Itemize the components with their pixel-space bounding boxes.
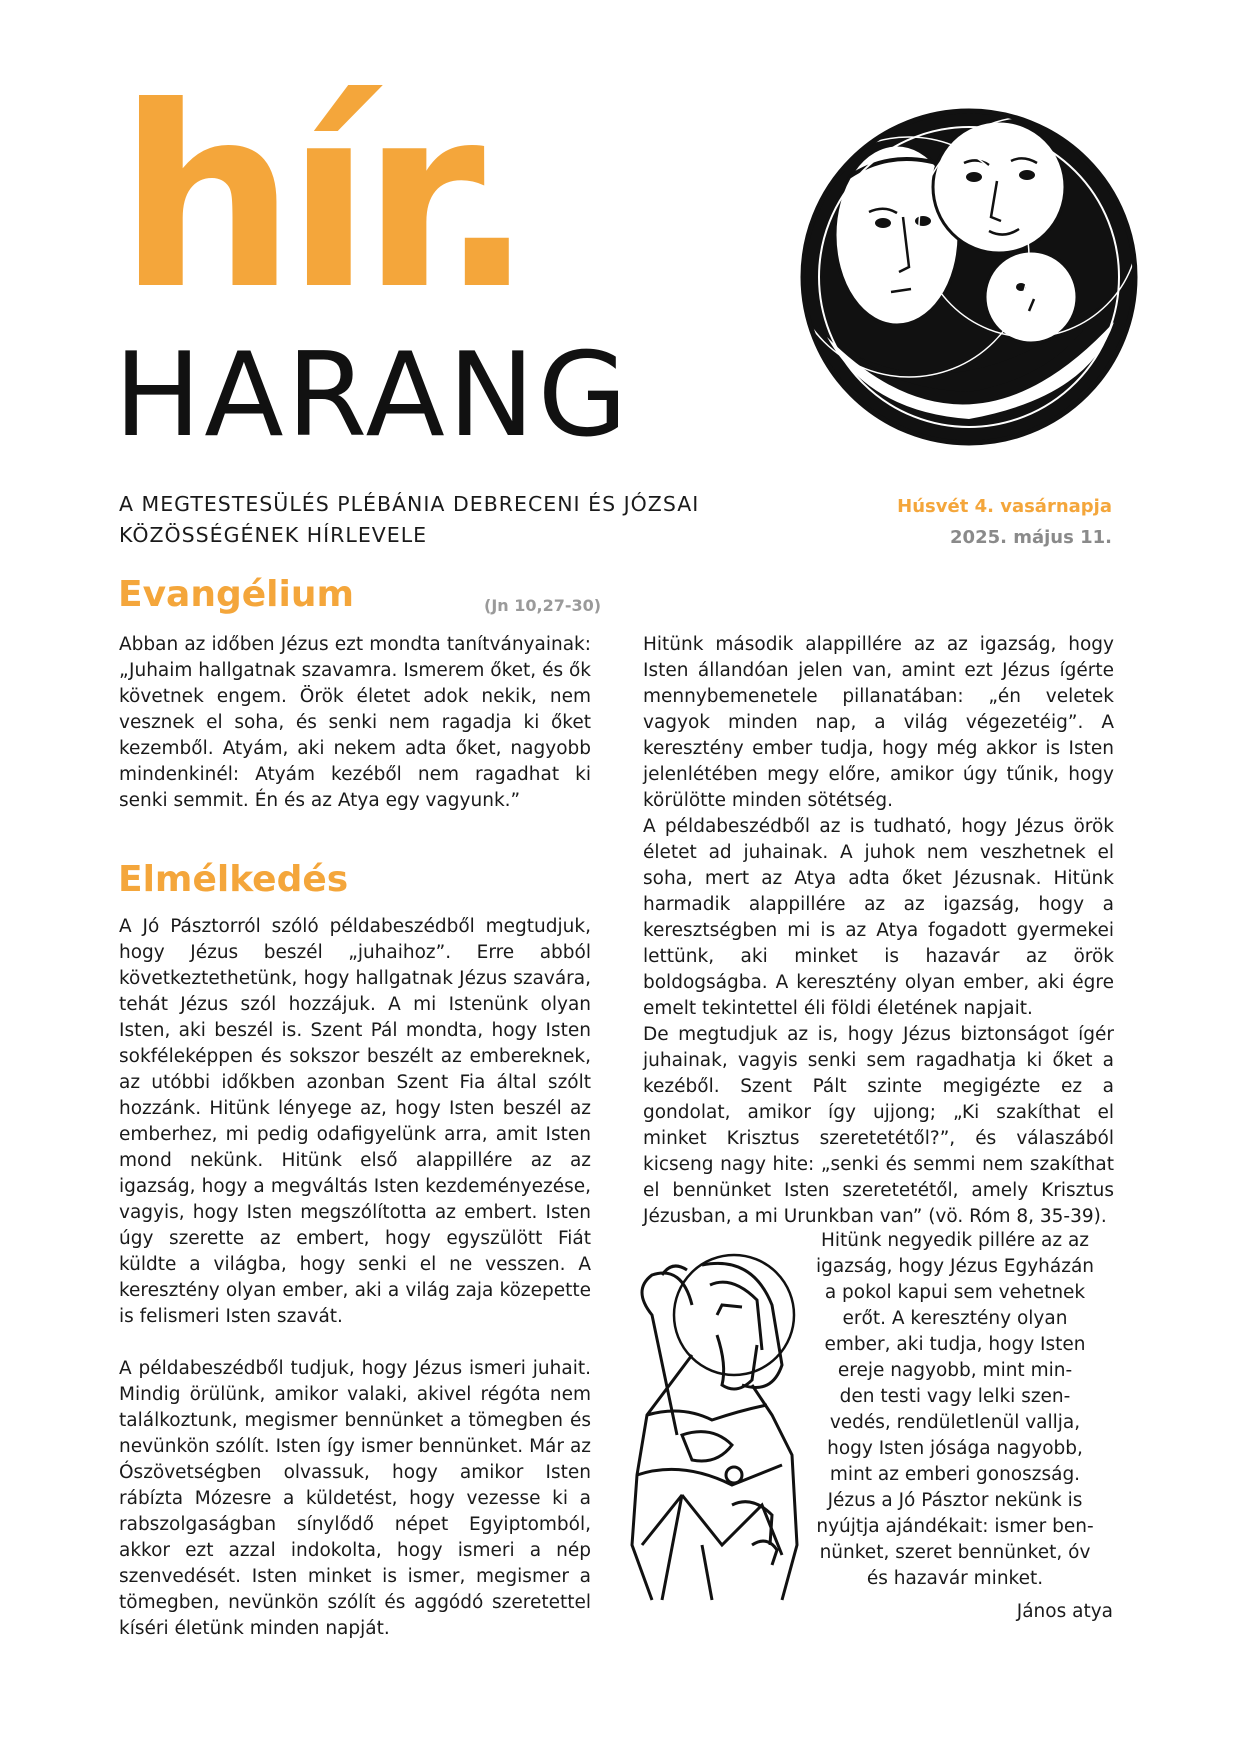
masthead-subtitle: HARANG [114,328,631,463]
newsletter-description: A MEGTESTESÜLÉS PLÉBÁNIA DEBRECENI ÉS JÓZSAI KÖZÖSSÉGÉNEK HÍRLEVELE [119,492,700,547]
reflection-paragraph: A példabeszédből tudjuk, hogy Jézus ismeri juhait. Mindig örülünk, amikor valaki, akivel régóta nem találkoztunk, megismer bennünket a tömegben és nevünkön szólít. Isten így ismer bennünket. Már az Ószövetségben olvassuk, hogy amikor Isten rábízta Mózesre a küldetést, hogy vezesse ki a rabszolgaságban sínylődő népet Egyiptomból, akkor ezt azzal indokolta, hogy ismeri a nép szenvedését. Isten minket is ismer, megismer a tömegben, nevünkön szólít és aggódó szeretettel kíséri életünk minden napját. [119,1358,591,1639]
reflection-title: Elmélkedés [118,859,349,900]
good-shepherd-icon [622,1245,806,1607]
reflection-closing-line: vedés, rendületlenül vallja, [829,1412,1081,1433]
reflection-closing-line: mint az emberi gonoszság. [829,1464,1081,1485]
reflection-closing-line: Hitünk negyedik pillére az az [821,1230,1089,1251]
reflection-right-column [643,632,1114,1230]
gospel-text: Abban az időben Jézus ezt mondta tanítványainak: „Juhaim hallgatnak szavamra. Ismerem őket, és ők követnek engem. Örök életet adok nekik, nem vesznek el soha, és senki nem ragadja ki őket kezemből. Atyám, aki nekem adta őket, nagyobb mindenkinél: Atyám kezéből nem ragadhat ki senki semmit. Én és az Atya egy vagyunk.” [119,634,592,811]
reflection-paragraph: Hitünk második alappillére az az igazság, hogy Isten állandóan jelen van, amint ezt Jézus ígérte mennybemenetele pillanatában: „én veletek vagyok minden nap, a világ végezetéig”. A keresztény ember tudja, hogy még akkor is Isten jelenlétében megy előre, amikor úgy tűnik, hogy körülötte minden sötétség. [643,634,1114,811]
reflection-closing [796,1228,1114,1592]
issue-info [897,491,1112,553]
reflection-left-column [119,914,591,1642]
reflection-closing-line: igazság, hogy Jézus Egyházán [815,1256,1095,1277]
gospel-reference: (Jn 10,27-30) [484,596,602,615]
gospel-title: Evangélium [118,574,354,615]
reflection-closing-line: Jézus a Jó Pásztor nekünk is [827,1490,1083,1511]
reflection-closing-line: nünket, szeret bennünket, óv [819,1542,1091,1563]
reflection-paragraph: A Jó Pásztorról szóló példabeszédből megtudjuk, hogy Jézus beszél „juhaihoz”. Erre abból következtethetünk, hogy hallgatnak Jézus szavára, tehát Jézus szól hozzájuk. A mi Istenünk olyan Isten, aki beszél is. Szent Pál mondta, hogy Isten sokféleképpen és sokszor beszélt az embereknek, az utóbbi időkben azonban Szent Fia által szólt hozzánk. Hitünk lényege az, hogy Isten beszél az emberhez, mi pedig odafigyelünk arra, amit Isten mond nekünk. Hitünk első alappillére az az igazság, hogy a megváltás Isten kezdeményezése, vagyis, hogy Isten megszólította az embert. Isten úgy szerette az embert, hogy egyszülött Fiát küldte a világba, hogy senki el ne vesszen. A keresztény olyan ember, aki a világ zaja közepette is felismeri Isten szavát. [119,916,591,1327]
masthead-title: hír. [118,53,525,344]
reflection-closing-line: ember, aki tudja, hogy Isten [824,1334,1086,1355]
holy-family-icon [799,107,1139,447]
reflection-closing-line: ereje nagyobb, mint min- [837,1360,1073,1381]
reflection-closing-line: és hazavár minket. [866,1568,1044,1589]
reflection-closing-line: nyújtja ajándékait: ismer ben- [816,1516,1094,1537]
reflection-closing-line: den testi vagy lelki szen- [839,1386,1071,1407]
author-signature: János atya [1016,1601,1113,1622]
reflection-paragraph: De megtudjuk az is, hogy Jézus biztonságot ígér juhainak, vagyis senki sem ragadhatja ki őket a kezéből. Szent Pált szinte megigézte ez a gondolat, amikor így ujjong; „Ki szakíthat el minket Krisztus szeretetétől?”, és válaszából kicseng nagy hite: „senki és semmi nem szakíthat el bennünket Isten szeretetétől, amely Krisztus Jézusban, a mi Urunkban van” (vö. Róm 8, 35-39). [643,1024,1114,1227]
reflection-closing-line: hogy Isten jósága nagyobb, [827,1438,1083,1459]
gospel-text-block [119,632,591,814]
reflection-paragraph: A példabeszédből az is tudható, hogy Jézus örök életet ad juhainak. A juhok nem veszhetnek el soha, mert az Atya adta őket Jézusnak. Hitünk harmadik alappillére az az igazság, hogy a keresztségben mi is az Atya fogadott gyermekei lettünk, aki minket is hazavár az örök boldogságba. A keresztény olyan ember, aki égre emelt tekintettel éli földi életének napjait. [643,816,1114,1019]
liturgical-day: Húsvét 4. vasárnapja [897,496,1112,517]
reflection-closing-line: erőt. A keresztény olyan [842,1308,1068,1329]
reflection-closing-line: a pokol kapui sem vehetnek [824,1282,1086,1303]
issue-date: 2025. május 11. [950,527,1112,548]
